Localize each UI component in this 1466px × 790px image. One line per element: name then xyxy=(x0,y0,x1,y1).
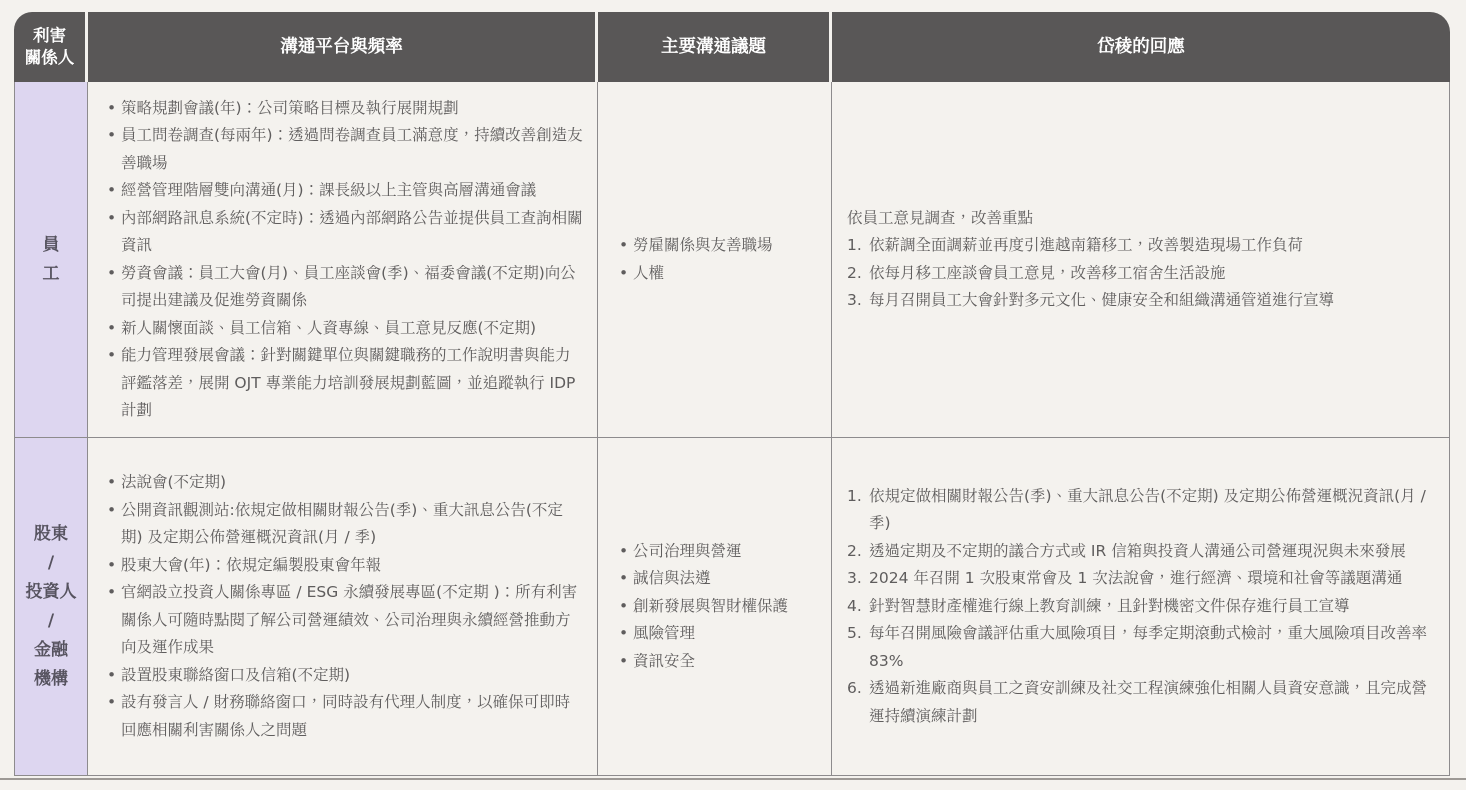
platforms-list xyxy=(106,95,583,425)
stakeholder-label-line: / xyxy=(47,610,55,631)
topic-item: • 資訊安全 xyxy=(618,648,823,676)
topic-item: • 創新發展與智財權保護 xyxy=(618,593,823,621)
stakeholder-label-line: 投資人 xyxy=(25,581,77,602)
topic-item: • 勞雇關係與友善職場 xyxy=(618,232,823,260)
topic-item: • 風險管理 xyxy=(618,620,823,648)
bottom-divider xyxy=(0,778,1466,780)
response-item: 依薪調全面調薪並再度引進越南籍移工，改善製造現場工作負荷 xyxy=(869,236,1304,254)
stakeholder-label-line: 金融 xyxy=(34,639,68,660)
stakeholder-label-line: 員 xyxy=(42,234,60,255)
stakeholder-cell-employees xyxy=(14,82,88,437)
topic-item: • 誠信與法遵 xyxy=(618,565,823,593)
platform-item: • 法說會(不定期) xyxy=(106,469,583,497)
header-platform-label: 溝通平台與頻率 xyxy=(280,37,403,57)
table-row-employees xyxy=(14,82,1450,438)
response-item: 每月召開員工大會針對多元文化、健康安全和組織溝通管道進行宣導 xyxy=(869,291,1335,309)
header-response-label: 岱稜的回應 xyxy=(1097,37,1185,57)
table-header-row xyxy=(14,12,1450,82)
platform-item: • 內部網路訊息系統(不定時)：透過內部網路公告並提供員工查詢相關資訊 xyxy=(106,205,583,260)
response-cell-shareholders xyxy=(832,438,1450,775)
header-platform xyxy=(88,12,598,82)
platform-item: • 官網設立投資人關係專區 / ESG 永續發展專區(不定期 )：所有利害關係人可隨時點閱了解公司營運績效、公司治理與永續經營推動方向及運作成果 xyxy=(106,579,583,662)
platform-item: • 能力管理發展會議：針對關鍵單位與關鍵職務的工作說明書與能力評鑑落差，展開 OJT 專業能力培訓發展規劃藍圖，並追蹤執行 IDP 計劃 xyxy=(106,342,583,425)
stakeholder-communication-table xyxy=(14,12,1450,776)
stakeholder-label-line: 機構 xyxy=(34,668,68,689)
responses-list xyxy=(847,232,1435,315)
response-item: 依每月移工座談會員工意見，改善移工宿舍生活設施 xyxy=(869,263,1226,282)
topic-item: • 公司治理與營運 xyxy=(618,538,823,566)
platforms-list xyxy=(106,469,583,744)
stakeholder-cell-shareholders xyxy=(14,438,88,775)
header-stakeholder-line2: 關係人 xyxy=(24,48,75,67)
topics-list xyxy=(618,232,823,287)
response-item: 針對智慧財產權進行線上教育訓練，且針對機密文件保存進行員工宣導 xyxy=(869,596,1350,615)
platform-item: • 員工問卷調查(每兩年)：透過問卷調查員工滿意度，持續改善創造友善職場 xyxy=(106,122,583,177)
response-intro: 依員工意見調查，改善重點 xyxy=(847,208,1034,227)
stakeholder-label-line: 股東 xyxy=(34,523,68,544)
header-stakeholder-line1: 利害 xyxy=(33,26,66,45)
response-item: 每年召開風險會議評估重大風險項目，每季定期滾動式檢討，重大風險項目改善率 83% xyxy=(869,624,1428,670)
topics-cell-shareholders xyxy=(598,438,832,775)
response-item: 依規定做相關財報公告(季)、重大訊息公告(不定期) 及定期公佈營運概況資訊(月 / 季) xyxy=(869,486,1426,533)
platform-item: • 新人關懷面談、員工信箱、人資專線、員工意見反應(不定期) xyxy=(106,315,583,343)
responses-list xyxy=(847,483,1435,731)
platform-item: • 公開資訊觀測站:依規定做相關財報公告(季)、重大訊息公告(不定期) 及定期公佈營運概況資訊(月 / 季) xyxy=(106,497,583,552)
stakeholder-label-line: / xyxy=(47,552,55,573)
header-stakeholder xyxy=(14,12,88,82)
response-item: 透過新進廠商與員工之資安訓練及社交工程演練強化相關人員資安意識，且完成營運持續演練計劃 xyxy=(869,679,1428,725)
platforms-cell-employees xyxy=(88,82,598,437)
platform-item: • 策略規劃會議(年)：公司策略目標及執行展開規劃 xyxy=(106,95,583,123)
table-row-shareholders xyxy=(14,438,1450,776)
response-item: 透過定期及不定期的議合方式或 IR 信箱與投資人溝通公司營運現況與未來發展 xyxy=(869,541,1406,560)
response-item: 2024 年召開 1 次股東常會及 1 次法說會，進行經濟、環境和社會等議題溝通 xyxy=(869,569,1403,588)
platform-item: • 設有發言人 / 財務聯絡窗口，同時設有代理人制度，以確保可即時回應相關利害關係人之問題 xyxy=(106,689,583,744)
topics-cell-employees xyxy=(598,82,832,437)
header-topics xyxy=(598,12,832,82)
platform-item: • 設置股東聯絡窗口及信箱(不定期) xyxy=(106,662,583,690)
header-topics-label: 主要溝通議題 xyxy=(661,37,766,57)
platform-item: • 經營管理階層雙向溝通(月)：課長級以上主管與高層溝通會議 xyxy=(106,177,583,205)
topic-item: • 人權 xyxy=(618,260,823,288)
platform-item: • 勞資會議：員工大會(月)、員工座談會(季)、福委會議(不定期)向公司提出建議及促進勞資關係 xyxy=(106,260,583,315)
platform-item: • 股東大會(年)：依規定編製股東會年報 xyxy=(106,552,583,580)
header-response xyxy=(832,12,1450,82)
platforms-cell-shareholders xyxy=(88,438,598,775)
topics-list xyxy=(618,538,823,676)
stakeholder-label-line: 工 xyxy=(42,263,60,284)
response-cell-employees xyxy=(832,82,1450,437)
